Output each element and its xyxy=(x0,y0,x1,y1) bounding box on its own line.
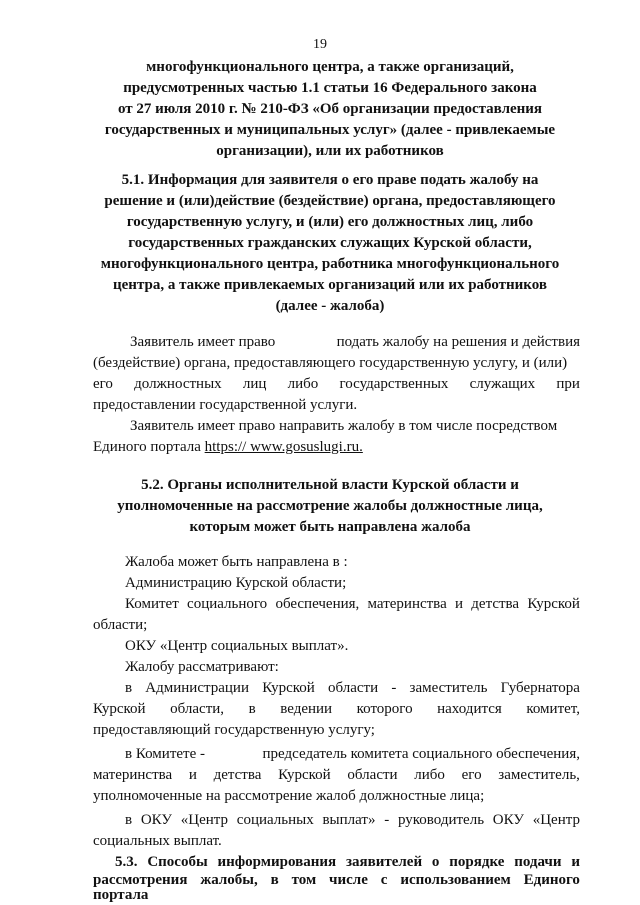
heading-line: решение и (или)действие (бездействие) органа, предоставляющего xyxy=(104,193,556,209)
word: в xyxy=(248,701,256,717)
word: которого xyxy=(356,701,413,717)
word: детства xyxy=(471,596,520,612)
paragraph-line: социальных выплат. xyxy=(93,833,222,849)
word: в xyxy=(125,680,133,696)
word: выплат» xyxy=(322,812,376,828)
word: области xyxy=(327,680,379,696)
heading-line: которым может быть направлена жалоба xyxy=(189,519,471,535)
paragraph-line: предоставлении государственной услуги. xyxy=(93,397,358,413)
gosuslugi-link[interactable]: https:// www.gosuslugi.ru. xyxy=(204,439,363,455)
paragraph-line: Администрацию Курской области; xyxy=(125,575,347,591)
word: области, xyxy=(170,701,225,717)
paragraph-line: в Комитете - xyxy=(125,746,205,762)
word: Губернатора xyxy=(500,680,580,696)
word: заместитель, xyxy=(498,767,580,783)
word: Способы xyxy=(147,854,208,870)
heading-line: государственных и муниципальных услуг» (далее - привлекаемые xyxy=(104,122,556,138)
word: ведении xyxy=(280,701,333,717)
word: при xyxy=(556,376,580,392)
word: «Центр xyxy=(180,812,229,828)
heading-line: организации), или их работников xyxy=(216,143,444,159)
word: - xyxy=(384,812,390,828)
word: о xyxy=(431,854,440,870)
word: его xyxy=(461,767,482,783)
paragraph-line: области; xyxy=(93,617,148,633)
word: Курской xyxy=(262,680,315,696)
paragraph-line: Жалобу рассматривают: xyxy=(125,659,279,675)
word: ОКУ xyxy=(140,812,173,828)
heading-line: 5.1. Информация для заявителя о его праве подать жалобу на xyxy=(121,172,539,188)
paragraph-line: подать жалобу на решения и действия xyxy=(336,334,580,350)
word: числе xyxy=(329,872,368,888)
heading-line: государственную услугу, и (или) его должностных лиц, либо xyxy=(126,214,534,230)
word: социальных xyxy=(236,812,314,828)
word: его xyxy=(93,376,113,392)
heading-line: многофункционального центра, а также организаций, xyxy=(146,59,514,75)
word: должностных xyxy=(134,376,222,392)
paragraph-line: ОКУ «Центр социальных выплат». xyxy=(125,638,349,654)
word: подачи xyxy=(514,854,562,870)
word: либо xyxy=(414,767,445,783)
word: том xyxy=(291,872,317,888)
word: комитет, xyxy=(526,701,580,717)
word: Курской xyxy=(93,701,146,717)
word: находится xyxy=(437,701,502,717)
word: и xyxy=(455,596,464,612)
justified-line xyxy=(125,596,580,613)
word: руководитель xyxy=(397,812,485,828)
word: заместитель xyxy=(409,680,488,696)
heading-line: портала xyxy=(93,887,149,903)
heading-line: от 27 июля 2010 г. № 210-ФЗ «Об организации предоставления xyxy=(117,101,543,117)
justified-line xyxy=(93,376,580,393)
word: государственных xyxy=(339,376,449,392)
heading-line: центра, а также привлекаемых организаций или их работников xyxy=(113,277,547,293)
paragraph-line: Заявитель имеет право направить жалобу в том числе посредством xyxy=(130,418,558,434)
paragraph-line: председатель комитета социального обеспечения, xyxy=(262,746,580,762)
word: информирования xyxy=(217,854,337,870)
word: служащих xyxy=(469,376,536,392)
word: рассмотрения xyxy=(93,872,188,888)
word: заявителей xyxy=(345,854,423,870)
paragraph-line: уполномоченные на рассмотрение жалоб должностные лица; xyxy=(93,788,485,804)
word: лиц xyxy=(242,376,267,392)
heading-line: уполномоченные на рассмотрение жалобы должностные лица, xyxy=(117,498,543,514)
word: социального xyxy=(187,596,268,612)
word: ОКУ xyxy=(492,812,524,828)
paragraph-text: Единого портала xyxy=(93,439,201,455)
word: и xyxy=(571,854,580,870)
word: использованием xyxy=(400,872,511,888)
word: Единого xyxy=(523,872,580,888)
word: - xyxy=(391,680,397,696)
paragraph-line: Жалоба может быть направлена в : xyxy=(125,554,348,570)
heading-line: предусмотренных частью 1.1 статьи 16 Федерального закона xyxy=(123,80,537,96)
word: обеспечения, xyxy=(275,596,360,612)
word: 5.3. xyxy=(115,854,138,870)
justified-line xyxy=(93,767,580,784)
paragraph-line: предоставляющий государственную услугу; xyxy=(93,722,375,738)
heading-line: многофункционального центра, работника многофункционального xyxy=(100,256,560,272)
page-number: 19 xyxy=(313,37,327,52)
word: Администрации xyxy=(145,680,249,696)
word: «Центр xyxy=(532,812,580,828)
justified-line xyxy=(125,812,580,829)
word: Курской xyxy=(278,767,331,783)
word: области xyxy=(347,767,398,783)
word: в xyxy=(125,812,133,828)
paragraph-line xyxy=(93,439,363,456)
justified-heading-line xyxy=(93,872,580,889)
justified-line xyxy=(93,701,580,718)
word: Комитет xyxy=(125,596,179,612)
word: Курской xyxy=(527,596,580,612)
word: материнства xyxy=(93,767,173,783)
justified-heading-line xyxy=(115,854,580,871)
heading-line: 5.2. Органы исполнительной власти Курской области и xyxy=(141,477,519,493)
word: и xyxy=(188,767,197,783)
word: либо xyxy=(287,376,319,392)
word: материнства xyxy=(367,596,447,612)
paragraph-line: (бездействие) органа, предоставляющего государственную услугу, и (или) xyxy=(93,355,568,371)
word: в xyxy=(270,872,279,888)
word: жалобы, xyxy=(200,872,258,888)
word: с xyxy=(380,872,388,888)
paragraph-line: Заявитель имеет право xyxy=(130,334,276,350)
word: порядке xyxy=(449,854,505,870)
word: детства xyxy=(213,767,262,783)
justified-line xyxy=(125,680,580,697)
heading-line: (далее - жалоба) xyxy=(275,298,385,314)
heading-line: государственных гражданских служащих Курской области, xyxy=(128,235,532,251)
